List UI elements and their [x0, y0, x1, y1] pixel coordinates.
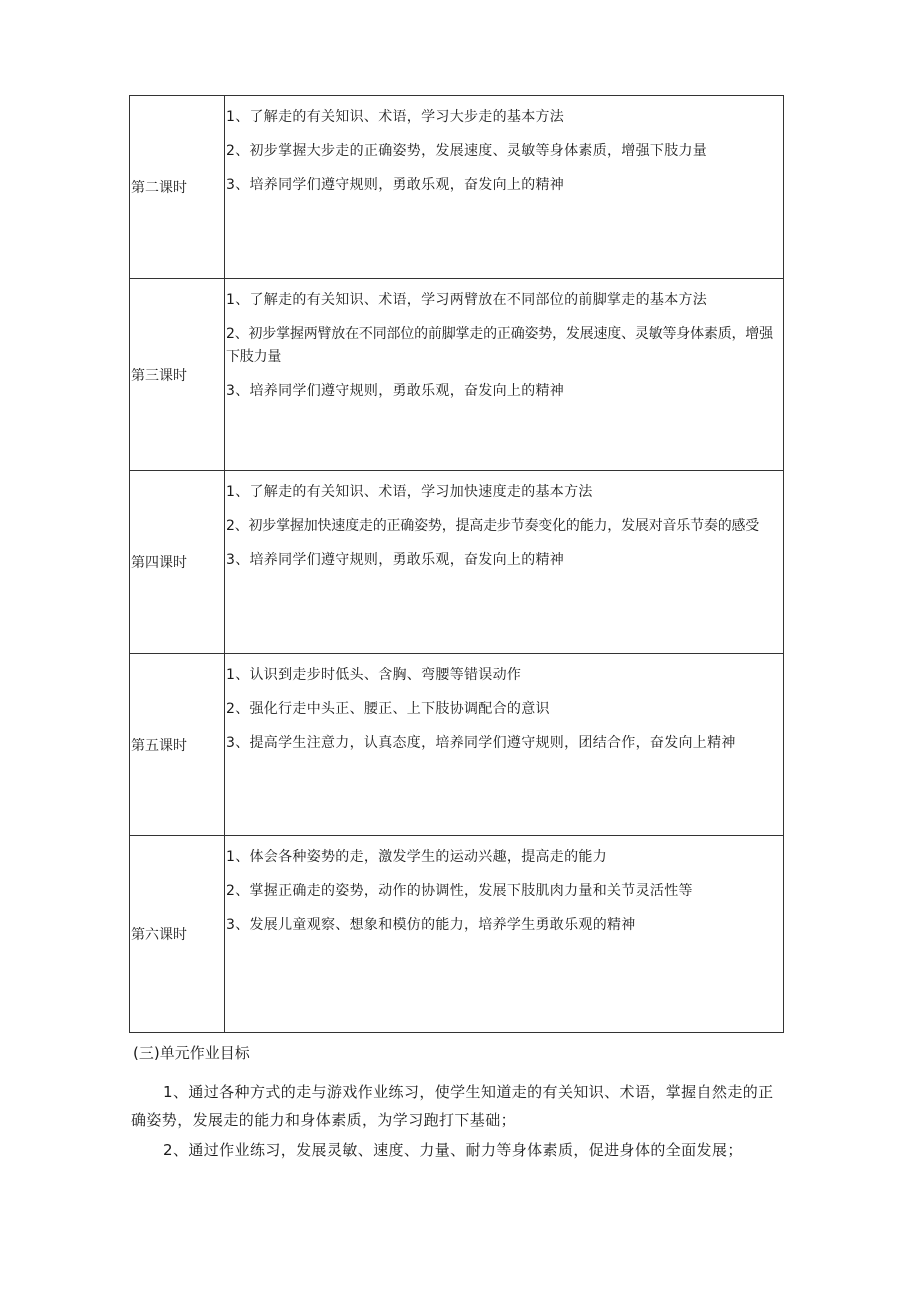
section-title: (三)单元作业目标 [133, 1044, 250, 1062]
paragraph-text: 2、通过作业练习，发展灵敏、速度、力量、耐力等身体素质，促进身体的全面发展； [163, 1141, 743, 1159]
table-row [130, 96, 783, 279]
objective-item: 3、培养同学们遵守规则，勇敢乐观，奋发向上的精神 [226, 177, 565, 193]
paragraph-text: 1、通过各种方式的走与游戏作业练习，使学生知道走的有关知识、术语，掌握自然走的正确姿势，发展走的能力和身体素质，为学习跑打下基础； [131, 1083, 774, 1129]
lesson-objectives [225, 471, 783, 653]
table-row [130, 471, 783, 654]
homework-goal-paragraph [131, 1136, 786, 1164]
objective-item: 1、体会各种姿势的走，激发学生的运动兴趣，提高走的能力 [226, 849, 608, 865]
lesson-label: 第三课时 [130, 279, 225, 470]
objective-item: 1、了解走的有关知识、术语，学习大步走的基本方法 [226, 109, 565, 125]
homework-goal-paragraph [131, 1078, 786, 1134]
table-row [130, 279, 783, 471]
objective-item: 1、认识到走步时低头、含胸、弯腰等错误动作 [226, 667, 522, 683]
objective-item: 2、掌握正确走的姿势，动作的协调性，发展下肢肌肉力量和关节灵活性等 [226, 883, 693, 899]
lesson-objectives [225, 836, 783, 1032]
lesson-label: 第四课时 [130, 471, 225, 653]
objective-item: 3、发展儿童观察、想象和模仿的能力，培养学生勇敢乐观的精神 [226, 917, 636, 933]
lesson-objectives [225, 279, 783, 470]
objective-item: 1、了解走的有关知识、术语，学习两臂放在不同部位的前脚掌走的基本方法 [226, 292, 708, 308]
objective-item: 3、培养同学们遵守规则，勇敢乐观，奋发向上的精神 [226, 383, 565, 399]
objective-item: 2、初步掌握加快速度走的正确姿势，提高走步节奏变化的能力，发展对音乐节奏的感受 [226, 518, 760, 534]
objective-item: 2、初步掌握两臂放在不同部位的前脚掌走的正确姿势，发展速度、灵敏等身体素质，增强下肢力量 [226, 326, 773, 365]
objective-item: 3、培养同学们遵守规则，勇敢乐观，奋发向上的精神 [226, 552, 565, 568]
objective-item: 2、初步掌握大步走的正确姿势，发展速度、灵敏等身体素质，增强下肢力量 [226, 143, 708, 159]
lesson-label: 第五课时 [130, 654, 225, 835]
lesson-label: 第六课时 [130, 836, 225, 1032]
lesson-objectives [225, 96, 783, 278]
objective-item: 2、强化行走中头正、腰正、上下肢协调配合的意识 [226, 701, 550, 717]
lesson-objectives-table [129, 95, 784, 1033]
table-row [130, 836, 783, 1032]
lesson-objectives [225, 654, 783, 835]
objective-item: 1、了解走的有关知识、术语，学习加快速度走的基本方法 [226, 484, 593, 500]
objective-item: 3、提高学生注意力，认真态度，培养同学们遵守规则，团结合作，奋发向上精神 [226, 735, 736, 751]
table-row [130, 654, 783, 836]
lesson-label: 第二课时 [130, 96, 225, 278]
